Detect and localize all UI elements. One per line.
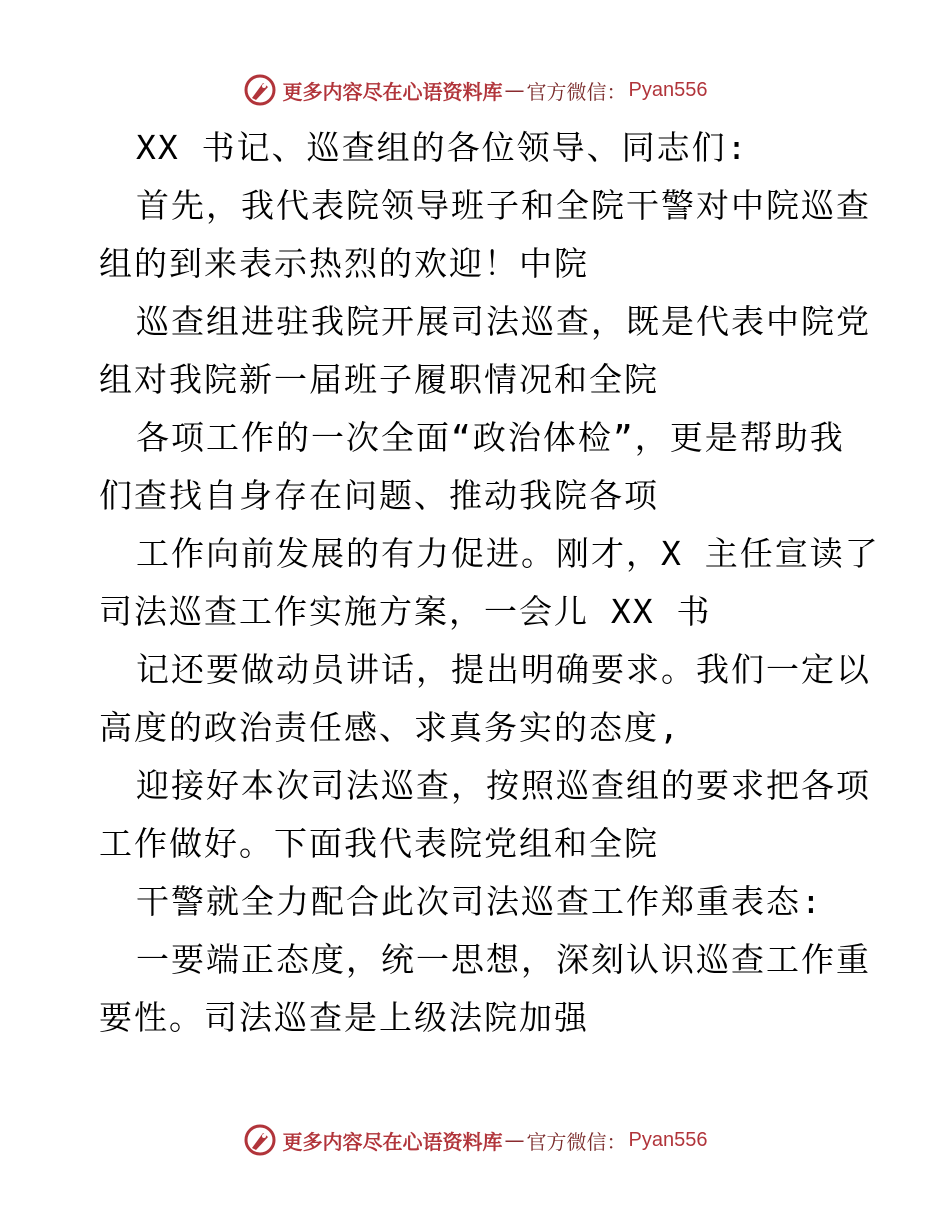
doc-line: 要性。司法巡查是上级法院加强 [99, 998, 589, 1037]
doc-line: 迎接好本次司法巡查，按照巡查组的要求把各项 [136, 766, 871, 805]
watermark-main-text: 更多内容尽在心语资料库 [282, 79, 503, 104]
doc-line: 组对我院新一届班子履职情况和全院 [99, 360, 659, 399]
footer-watermark [0, 1120, 950, 1160]
doc-line: 一要端正态度，统一思想，深刻认识巡查工作重 [136, 940, 871, 979]
doc-line: 各项工作的一次全面“政治体检”，更是帮助我 [136, 418, 845, 457]
watermark-sub-text: 官方微信： [526, 1129, 627, 1154]
header-watermark [0, 70, 950, 110]
watermark-code-text: Pyan556 [628, 78, 708, 101]
watermark-separator: — [504, 78, 525, 102]
doc-line: 工作做好。下面我代表院党组和全院 [99, 824, 659, 863]
watermark-main-text: 更多内容尽在心语资料库 [282, 1129, 503, 1154]
doc-line: 首先，我代表院领导班子和全院干警对中院巡查 [136, 186, 871, 225]
doc-line: 工作向前发展的有力促进。刚才，X 主任宣读了 [136, 534, 880, 573]
watermark-code-text: Pyan556 [628, 1128, 708, 1151]
watermark-sub-text: 官方微信： [526, 79, 627, 104]
doc-line: XX 书记、巡查组的各位领导、同志们: [136, 128, 749, 167]
doc-line: 记还要做动员讲话，提出明确要求。我们一定以 [136, 650, 871, 689]
doc-line: 司法巡查工作实施方案，一会儿 XX 书 [99, 592, 712, 631]
watermark-separator: — [504, 1128, 525, 1152]
doc-line: 巡查组进驻我院开展司法巡查，既是代表中院党 [136, 302, 871, 341]
doc-line: 组的到来表示热烈的欢迎！中院 [99, 244, 589, 283]
pen-nib-circle-icon [243, 1123, 277, 1157]
doc-line: 们查找自身存在问题、推动我院各项 [99, 476, 659, 515]
pen-nib-circle-icon [243, 73, 277, 107]
doc-line: 干警就全力配合此次司法巡查工作郑重表态: [136, 882, 823, 921]
doc-line: 高度的政治责任感、求真务实的态度, [99, 708, 681, 747]
